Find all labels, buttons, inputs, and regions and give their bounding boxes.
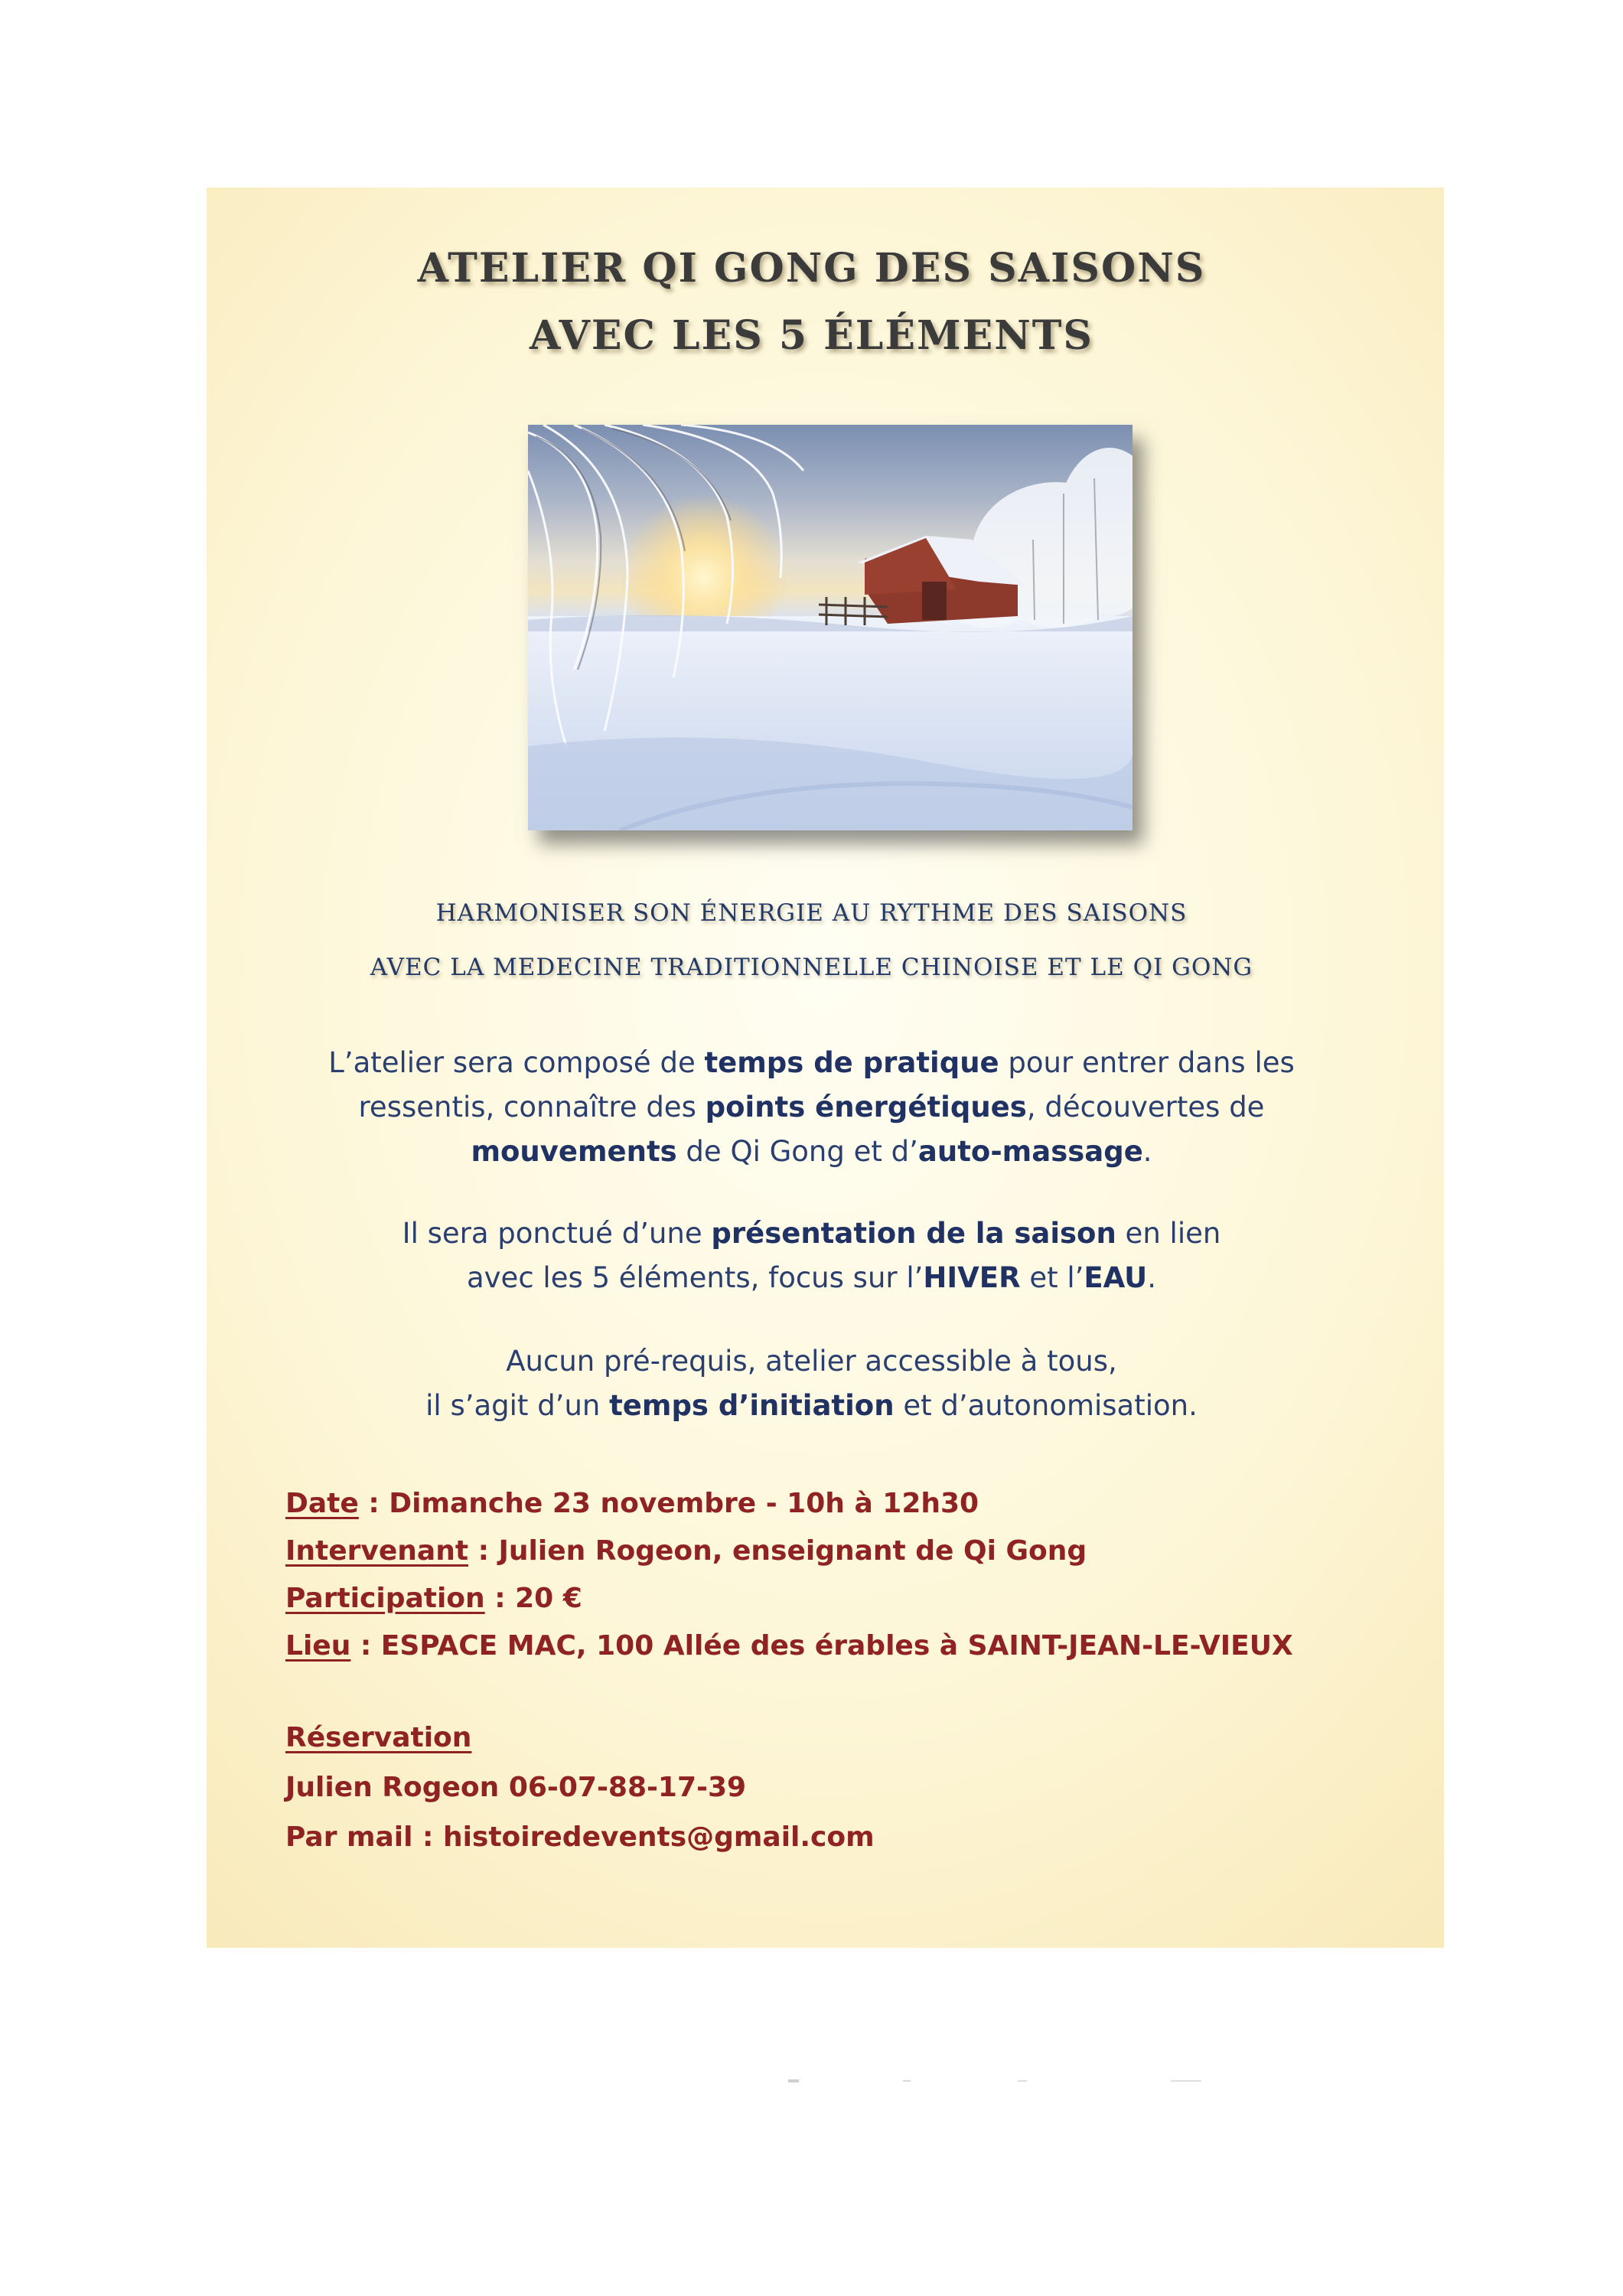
reservation-email: Par mail : histoiredevents@gmail.com (285, 1821, 875, 1853)
subtitle-line-1: HARMONISER SON ÉNERGIE AU RYTHME DES SAISONS (435, 899, 1188, 927)
price-label: Participation (285, 1583, 485, 1614)
description-line-3: mouvements de Qi Gong et d’auto-massage. (471, 1135, 1152, 1168)
emphasis-water: EAU (1084, 1261, 1148, 1294)
speaker-line (285, 1535, 1087, 1567)
emphasis-energy-points: points énergétiques (705, 1091, 1027, 1124)
emphasis-season: présentation de la saison (711, 1217, 1116, 1250)
access-line-2: il s’agit d’un temps d’initiation et d’autonomisation. (425, 1389, 1198, 1422)
description-paragraph (0, 1041, 1623, 1174)
emphasis-practice: temps de pratique (704, 1046, 999, 1079)
place-line (285, 1630, 1293, 1662)
place-label: Lieu (285, 1630, 351, 1662)
emphasis-winter: HIVER (923, 1261, 1021, 1294)
emphasis-movements: mouvements (471, 1135, 677, 1168)
emphasis-initiation: temps d’initiation (609, 1389, 895, 1422)
price-line (285, 1583, 582, 1614)
reservation-heading (285, 1722, 471, 1753)
date-value: : Dimanche 23 novembre - 10h à 12h30 (358, 1488, 979, 1519)
description-line-2: ressentis, connaître des points énergétiques, découvertes de (358, 1091, 1265, 1124)
winter-cabin-photo (528, 425, 1133, 830)
reservation-phone: Julien Rogeon 06-07-88-17-39 (285, 1772, 747, 1803)
season-line-2: avec les 5 éléments, focus sur l’HIVER et l’EAU. (466, 1261, 1156, 1294)
title-line-1: ATELIER QI GONG DES SAISONS (417, 245, 1206, 292)
date-label: Date (285, 1488, 359, 1519)
access-line-1: Aucun pré-requis, atelier accessible à tous, (506, 1345, 1117, 1378)
reservation-label: Réservation (285, 1722, 472, 1753)
subtitle-line-2: AVEC LA MEDECINE TRADITIONNELLE CHINOISE ET LE QI GONG (370, 954, 1253, 981)
season-line-1: Il sera ponctué d’une présentation de la saison en lien (402, 1217, 1221, 1250)
speaker-label: Intervenant (285, 1535, 469, 1567)
winter-landscape-illustration (528, 425, 1133, 830)
speaker-value: : Julien Rogeon, enseignant de Qi Gong (468, 1535, 1087, 1567)
description-line-1: L’atelier sera composé de temps de pratique pour entrer dans les (328, 1046, 1295, 1079)
price-value: : 20 € (484, 1583, 582, 1614)
season-paragraph (0, 1212, 1623, 1300)
place-value: : ESPACE MAC, 100 Allée des érables à SAINT-JEAN-LE-VIEUX (350, 1630, 1293, 1662)
access-paragraph (0, 1339, 1623, 1428)
scan-specks (788, 2078, 1217, 2084)
date-line (285, 1488, 979, 1519)
emphasis-self-massage: auto-massage (917, 1135, 1143, 1168)
title-line-2: AVEC LES 5 ÉLÉMENTS (530, 312, 1093, 359)
